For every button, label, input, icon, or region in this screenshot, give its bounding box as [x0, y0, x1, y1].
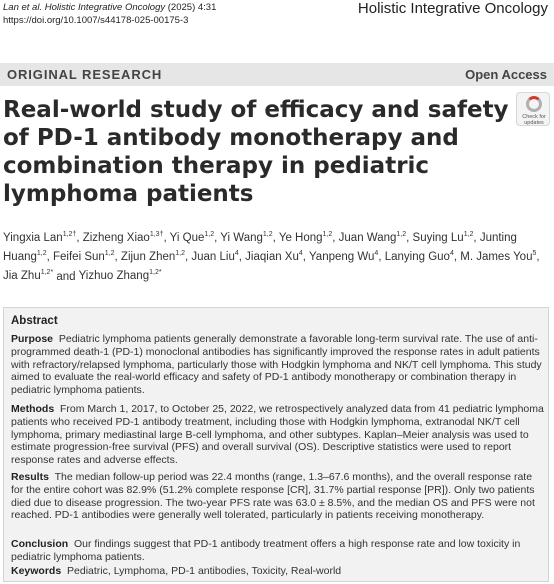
author-name: Juan Wang$^{1,2}$ [338, 231, 407, 244]
author-affiliation: 1,2 [36, 250, 47, 258]
author-affiliation: 4 [234, 250, 239, 258]
author-name: Suying Lu$^{1,2}$ [412, 231, 474, 244]
author-affiliation: 4 [298, 250, 303, 258]
check-for-updates-button[interactable] [516, 92, 550, 126]
conclusion-text: Our findings suggest that PD-1 antibody treatment offers a high response rate and low toxicity in pediatric lymphoma patients. [11, 538, 521, 563]
open-access-label: Open Access [465, 67, 547, 82]
purpose-label: Purpose [11, 333, 54, 345]
author-name: Lanying Guo$^4$ [384, 250, 454, 264]
author-name: Yi Wang$^{1,2}$ [220, 231, 273, 244]
abstract-conclusion [11, 538, 545, 564]
article-type-banner [0, 63, 554, 86]
check-updates-label: Check for updates [522, 114, 546, 126]
conclusion-label: Conclusion [11, 538, 69, 550]
purpose-text: Pediatric lymphoma patients generally demonstrate a favorable long-term survival rate. The use of anti-programmed death-1 (PD-1) monoclonal antibodies has significantly improved the response rates in adult patients with refractory/relapsed lymphoma, particularly those with Hodgkin lymphoma and NK/T cell lymphoma. This study aimed to evaluate the real-world efficacy and safety of PD-1 antibody monotherapy or combination therapy in pediatric lymphoma patients. [11, 333, 542, 397]
author-name: Junting Huang$^{1,2}$ [3, 231, 517, 264]
author-name: Feifei Sun$^{1,2}$ [53, 250, 115, 264]
author-affiliation: 4 [374, 250, 379, 258]
methods-label: Methods [11, 403, 55, 415]
citation-year-volume: (2025) 4:31 [167, 2, 217, 13]
author-list: Yingxia Lan$^{1,2\dagger}$, Zizheng Xiao$^{1,3\dagger}$, Yi Que$^{1,2}$, Yi Wang$^{1,2}$, Ye Hong$^{1,2}$, Juan Wang$^{1,2}$, Suying Lu$^{1,2}$, Junting Huang$^{1,2}$, Feifei Sun$^{1,2}$, Zijun Zhen$^{1,2}$, Juan Liu$^4$, Jiaqian Xu$^4$, Yanpeng Wu$^4$, Lanying Guo$^4$, M. James You$^5$, Jia Zhu$^{1,2*}$ and Yizhuo Zhang$^{1,2*}$ [3, 231, 540, 283]
author-affiliation: 4 [449, 250, 454, 258]
author-name: Juan Liu$^4$ [191, 250, 239, 264]
author-affiliation: 1,2 [396, 231, 407, 238]
author-affiliation: 1,2† [62, 231, 77, 238]
author-affiliation: 1,2 [262, 231, 273, 238]
author-name: Yingxia Lan$^{1,2\dagger}$ [3, 231, 77, 244]
author-affiliation: 1,2 [175, 250, 185, 258]
author-name: Yi Que$^{1,2}$ [169, 231, 215, 244]
author-affiliation: 1,3† [149, 231, 164, 238]
abstract-methods [11, 403, 545, 467]
author-affiliation: 1,2* [149, 269, 162, 277]
abstract-box [3, 307, 549, 582]
abstract-results [11, 471, 545, 522]
citation-authors: Lan et al. Holistic Integrative Oncology [3, 2, 166, 13]
author-name: Zizheng Xiao$^{1,3\dagger}$ [82, 231, 164, 244]
author-affiliation: 1,2 [104, 250, 115, 258]
results-text: The median follow-up period was 22.4 months (range, 1.3–67.6 months), and the overall response rate for the entire cohort was 82.9% (51.2% complete response [CR], 31.7% partial response [PR]). Only two patients died due to disease progression. The two-year PFS rate was 63.0 ± 8.5%, and the median OS and PFS were not reached. PD-1 antibodies were generally well tolerated, particularly in patients receiving monotherapy. [11, 471, 535, 522]
methods-text: From March 1, 2017, to October 25, 2022, we retrospectively analyzed data from 41 pediatric lymphoma patients who received PD-1 antibody treatment, including those with Hodgkin lymphoma, extranodal NK/T cell lymphoma, primary mediastinal large B-cell lymphoma, and other subtypes. Kaplan–Meier analysis was used to estimate progression-free survival (PFS) and overall survival (OS). Descriptive statistics were used to report response rates and adverse effects. [11, 403, 544, 467]
author-affiliation: 1,2 [322, 231, 333, 238]
author-affiliation: 1,2 [463, 231, 474, 238]
author-name: Yanpeng Wu$^4$ [308, 250, 379, 264]
author-name: Yizhuo Zhang$^{1,2*}$ [78, 269, 162, 283]
abstract-keywords [11, 565, 545, 578]
doi-link[interactable]: https://doi.org/10.1007/s44178-025-00175-3 [3, 14, 189, 26]
author-affiliation: 5 [532, 250, 537, 258]
results-label: Results [11, 471, 49, 483]
citation-header [3, 2, 216, 27]
author-name: Ye Hong$^{1,2}$ [278, 231, 333, 244]
author-name: Zijun Zhen$^{1,2}$ [120, 250, 185, 264]
journal-name: Holistic Integrative Oncology [357, 0, 548, 17]
article-title: Real-world study of efficacy and safety of PD-1 antibody monotherapy and combination therapy in pediatric lymphoma patients [3, 97, 509, 207]
author-name: Jiaqian Xu$^4$ [245, 250, 303, 264]
author-name: Jia Zhu$^{1,2*}$ [3, 269, 54, 283]
keywords-label: Keywords [11, 565, 62, 577]
check-updates-icon [526, 96, 542, 112]
author-affiliation: 1,2 [204, 231, 215, 238]
author-affiliation: 1,2* [40, 269, 54, 277]
author-name: M. James You$^5$ [460, 250, 537, 264]
keywords-text: Pediatric, Lymphoma, PD-1 antibodies, Toxicity, Real-world [67, 565, 342, 577]
article-type-label: ORIGINAL RESEARCH [7, 67, 163, 82]
abstract-heading: Abstract [11, 315, 58, 327]
abstract-purpose [11, 333, 545, 397]
